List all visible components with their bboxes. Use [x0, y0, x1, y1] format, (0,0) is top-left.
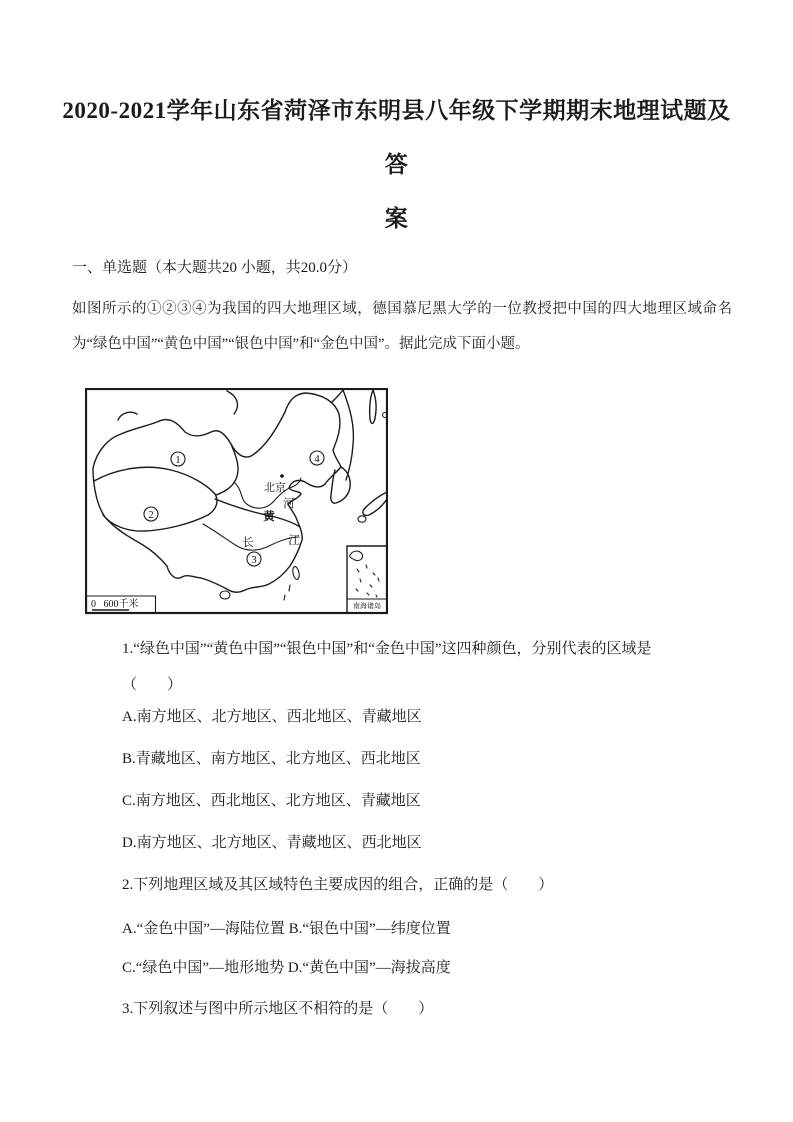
china-regions-map-figure [85, 388, 388, 615]
question-2-stem: 2.下列地理区域及其区域特色主要成因的组合，正确的是（ ） [122, 877, 554, 893]
map-north-border-arc [227, 391, 238, 414]
inset-coast-curl [350, 551, 363, 560]
page-title-line2: 案 [384, 206, 409, 231]
region-marker-4-number: 4 [314, 453, 320, 465]
map-korea-peninsula [331, 467, 350, 503]
question-1-answer-blank: （ ） [122, 677, 183, 693]
question-1-option-b: B.青藏地区、南方地区、北方地区、西北地区 [122, 751, 421, 767]
scale-bar [87, 596, 156, 613]
map-japan-kyushu [358, 516, 366, 522]
section-header: 一、单选题（本大题共20 小题，共20.0分） [72, 260, 358, 276]
question-2-options-ab: A.“金色中国”—海陆位置 B.“银色中国”—纬度位置 [122, 921, 451, 937]
inset-islands-dashes [356, 565, 379, 597]
coastal-islands [284, 585, 290, 600]
region-marker-2-number: 2 [148, 509, 154, 521]
region-marker-1 [171, 452, 185, 466]
region-marker-3 [247, 552, 261, 566]
south-china-sea-inset [347, 546, 387, 613]
inset-label: 南海诸岛 [353, 602, 381, 610]
region-marker-3-number: 3 [251, 554, 257, 566]
question-1-stem: 1.“绿色中国”“黄色中国”“银色中国”和“金色中国”这四种颜色，分别代表的区域是 [122, 641, 652, 657]
yangtze-label-2: 江 [288, 535, 300, 547]
question-2-options-cd: C.“绿色中国”—地形地势 D.“黄色中国”—海拔高度 [122, 960, 451, 976]
yellow-river-label-2: 河 [283, 498, 295, 510]
question-1-option-d: D.南方地区、北方地区、青藏地区、西北地区 [122, 835, 422, 851]
region-marker-2 [144, 507, 158, 521]
question-list [122, 641, 742, 1018]
page-title [60, 84, 733, 246]
beijing-dot [280, 474, 284, 478]
question-3-stem: 3.下列叙述与图中所示地区不相符的是（ ） [122, 1001, 434, 1017]
map-lake-hook [118, 412, 137, 420]
map-sea-of-japan-coast [343, 390, 353, 480]
intro-paragraph: 如图所示的①②③④为我国的四大地理区域，德国慕尼黑大学的一位教授把中国的四大地理区域命名为“绿色中国”“黄色中国”“银色中国”和“金色中国”。据此完成下面小题。 [72, 301, 732, 352]
tibetan-plateau-boundary [94, 467, 217, 531]
scale-bar-label: 0 600千米 [91, 599, 139, 610]
map-ne-border-link [332, 390, 343, 402]
northwest-north-divider [216, 444, 238, 495]
yellow-river-label-1: 黄 [263, 511, 275, 523]
question-1-option-c: C.南方地区、西北地区、北方地区、青藏地区 [122, 793, 421, 809]
china-regions-map [85, 388, 388, 615]
china-outline [93, 393, 341, 592]
map-sakhalin-outline [370, 390, 376, 423]
map-japan-honshu [363, 492, 387, 515]
yangtze-label-1: 长 [242, 537, 254, 549]
taiwan-island [292, 566, 301, 580]
region-marker-1-number: 1 [175, 454, 181, 466]
question-1-option-a: A.南方地区、北方地区、西北地区、青藏地区 [122, 709, 422, 725]
hainan-island [220, 591, 230, 599]
region-marker-4 [310, 451, 324, 465]
beijing-label: 北京 [264, 482, 286, 494]
page-title-line1: 2020-2021学年山东省菏泽市东明县八年级下学期期末地理试题及答 [62, 98, 731, 177]
